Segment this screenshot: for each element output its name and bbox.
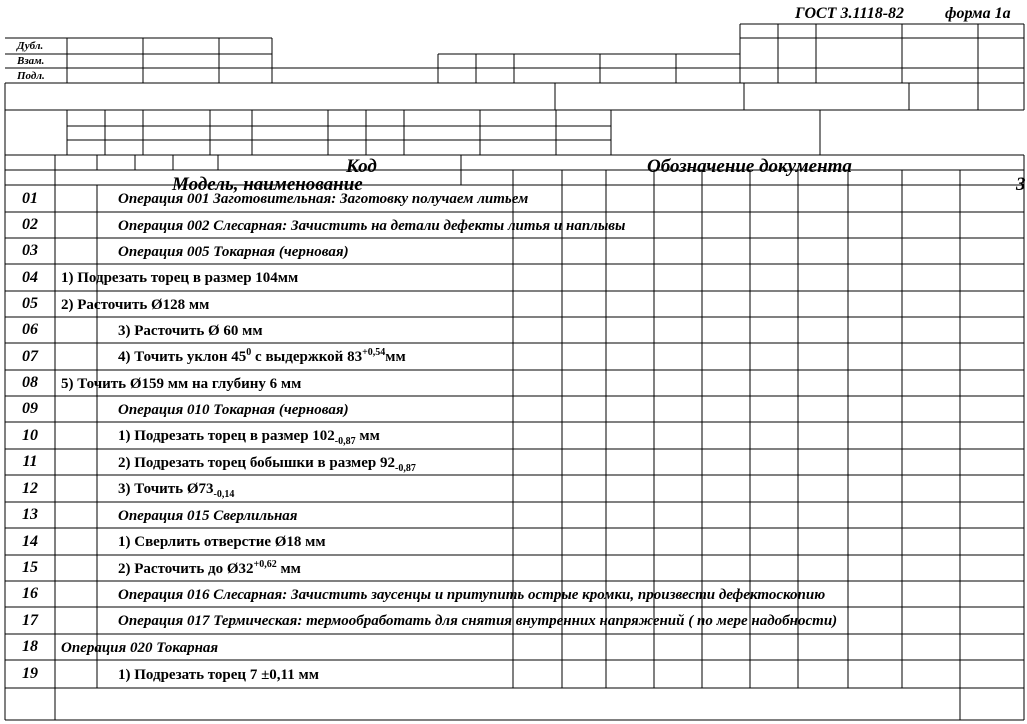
row-text-part: 1) Сверлить отверстие Ø18 мм <box>118 534 326 550</box>
row-number: 01 <box>22 189 38 207</box>
col-header-code-wrap <box>218 155 461 177</box>
row-text-part: Операция 005 Токарная (черновая) <box>118 243 349 260</box>
row-text <box>118 614 837 629</box>
row-number: 12 <box>22 479 38 497</box>
row-number: 05 <box>22 295 38 312</box>
row-number: 04 <box>22 268 38 286</box>
row-text-part: 1) Подрезать торец в размер 104мм <box>61 270 299 286</box>
subscript: -0,87 <box>395 462 416 474</box>
stamp-label-podl: Подл. <box>17 70 45 82</box>
row-text <box>118 509 298 524</box>
row-text <box>118 668 319 683</box>
row-text <box>118 245 349 260</box>
row-text-part: 2) Подрезать торец бобышки в размер 92 <box>118 454 396 471</box>
row-text-part: 3) Расточить Ø 60 мм <box>118 322 263 339</box>
row-text <box>118 535 326 550</box>
gost-label: ГОСТ 3.1118-82 <box>795 5 905 22</box>
row-text <box>61 377 301 392</box>
stamp-label-dubl: Дубл. <box>17 40 44 52</box>
row-text <box>118 219 625 234</box>
superscript: 0 <box>246 347 252 358</box>
form-label: форма 1а <box>945 5 1011 22</box>
row-text <box>118 192 528 207</box>
row-text-part: Операция 016 Слесарная: Зачистить заусенцы и притупить острые кромки, произвести дефектоскопию <box>118 586 826 603</box>
row-number: 14 <box>22 532 38 550</box>
row-text-part: мм <box>385 349 406 365</box>
row-number: 07 <box>22 347 38 365</box>
row-text-part: 5) Точить Ø159 мм на глубину 6 мм <box>61 375 302 392</box>
row-text-part: 2) Расточить до Ø32 <box>118 560 254 577</box>
row-text <box>118 454 416 474</box>
col-header-doc: Обозначение документа <box>647 156 852 177</box>
row-text <box>118 347 406 365</box>
row-text <box>118 403 349 418</box>
row-number: 16 <box>22 585 38 602</box>
row-text-part: с выдержкой 83 <box>251 349 363 365</box>
row-text-part: 1) Подрезать торец 7 ±0,11 мм <box>118 666 319 683</box>
row-text-part: мм <box>355 428 380 444</box>
col-header-right-mark: 3 <box>1016 174 1026 195</box>
col-header-model-wrap <box>55 171 461 195</box>
row-text <box>118 428 380 447</box>
row-number: 08 <box>22 374 38 391</box>
row-text-part: 2) Расточить Ø128 мм <box>61 296 210 313</box>
col-header-doc-wrap <box>461 155 1024 177</box>
subscript: -0,14 <box>213 489 235 500</box>
row-text-part: Операция 001 Заготовительная: Заготовку получаем литьем <box>118 191 529 207</box>
row-text-part: 3) Точить Ø73 <box>118 481 214 497</box>
row-number: 11 <box>22 453 38 470</box>
row-text-part: 1) Подрезать торец в размер 102 <box>118 428 335 444</box>
row-text-part: Операция 015 Сверлильная <box>118 507 298 524</box>
row-text <box>61 641 218 656</box>
superscript: +0,62 <box>253 558 277 570</box>
row-number: 06 <box>22 321 38 338</box>
row-number: 03 <box>22 242 38 259</box>
row-number: 13 <box>22 506 38 523</box>
row-number: 15 <box>22 559 38 576</box>
row-text-part: 4) Точить уклон 45 <box>118 349 247 365</box>
row-number: 17 <box>22 611 38 629</box>
row-text-part: Операция 002 Слесарная: Зачистить на детали дефекты литья и наплывы <box>118 217 626 234</box>
row-text-part: Операция 010 Токарная (черновая) <box>118 401 349 418</box>
row-text <box>61 298 209 313</box>
row-text <box>118 558 301 577</box>
row-number: 18 <box>22 638 38 655</box>
col-header-code: Код <box>346 156 377 177</box>
row-number: 02 <box>22 216 38 233</box>
row-text <box>118 481 235 500</box>
row-text <box>118 324 263 339</box>
subscript: -0,87 <box>334 436 356 447</box>
superscript: +0,54 <box>362 347 386 358</box>
row-number: 10 <box>22 426 38 444</box>
row-text-part: Операция 020 Токарная <box>61 639 219 656</box>
row-number: 09 <box>22 400 38 417</box>
col-header-model: Модель, наименование <box>172 174 363 195</box>
row-text-part: Операция 017 Термическая: термообработать для снятия внутренних напряжений ( по мере надобности) <box>118 613 838 629</box>
row-number: 19 <box>22 665 38 682</box>
row-text-part: мм <box>276 560 301 577</box>
col-header-right-wrap <box>1010 171 1026 195</box>
stamp-label-vzam: Взам. <box>17 55 45 67</box>
row-text <box>118 588 825 603</box>
row-text <box>61 271 298 286</box>
